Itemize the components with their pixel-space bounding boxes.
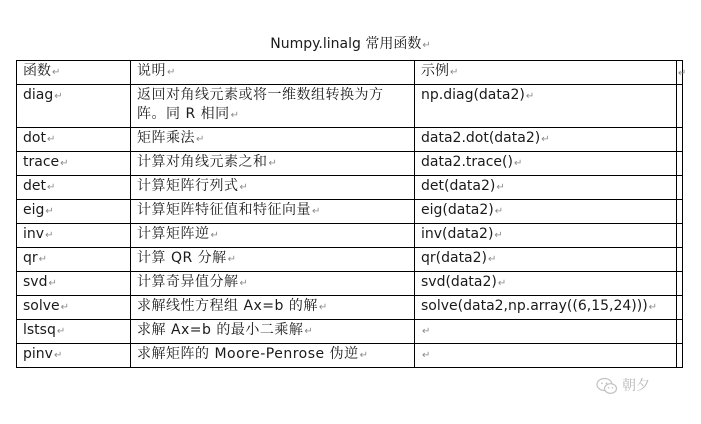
table-row xyxy=(17,296,683,320)
table-row xyxy=(17,344,683,368)
header-cell-function: 函数↵ xyxy=(17,61,131,85)
wechat-icon xyxy=(596,377,618,395)
cell-function: dot↵ xyxy=(17,128,131,152)
table-row xyxy=(17,320,683,344)
row-end-cell xyxy=(677,224,683,248)
table-row xyxy=(17,200,683,224)
cell-description: 计算矩阵特征值和特征向量↵ xyxy=(131,200,415,224)
watermark xyxy=(596,374,682,398)
cell-example: ↵ xyxy=(415,344,677,368)
function-table xyxy=(16,60,687,368)
cell-function: svd↵ xyxy=(17,272,131,296)
cell-description: 求解矩阵的 Moore-Penrose 伪逆↵ xyxy=(131,344,415,368)
cell-function: det↵ xyxy=(17,176,131,200)
row-end-cell xyxy=(677,85,683,128)
cell-description: 求解 Ax=b 的最小二乘解↵ xyxy=(131,320,415,344)
cell-description: 矩阵乘法↵ xyxy=(131,128,415,152)
cell-example: det(data2)↵ xyxy=(415,176,677,200)
cell-example: ↵ xyxy=(415,320,677,344)
header-cell-description: 说明↵ xyxy=(131,61,415,85)
cell-example: data2.trace()↵ xyxy=(415,152,677,176)
cell-example: svd(data2)↵ xyxy=(415,272,677,296)
watermark-text: 朝夕 xyxy=(622,378,650,394)
cell-function: qr↵ xyxy=(17,248,131,272)
header-cell-example: 示例↵ xyxy=(415,61,677,85)
cell-function: inv↵ xyxy=(17,224,131,248)
paragraph-mark: ↵ xyxy=(422,40,431,51)
row-end-cell xyxy=(677,320,683,344)
cell-description: 计算奇异值分解↵ xyxy=(131,272,415,296)
cell-description: 计算对角线元素之和↵ xyxy=(131,152,415,176)
table-row xyxy=(17,128,683,152)
cell-description: 计算矩阵逆↵ xyxy=(131,224,415,248)
cell-function: trace↵ xyxy=(17,152,131,176)
cell-function: eig↵ xyxy=(17,200,131,224)
cell-example: inv(data2)↵ xyxy=(415,224,677,248)
cell-example: solve(data2,np.array((6,15,24)))↵ xyxy=(415,296,677,320)
cell-description: 计算矩阵行列式↵ xyxy=(131,176,415,200)
cell-example: np.diag(data2)↵ xyxy=(415,85,677,128)
cell-description: 计算 QR 分解↵ xyxy=(131,248,415,272)
row-end-cell xyxy=(677,128,683,152)
row-end-cell xyxy=(677,248,683,272)
cell-function: lstsq↵ xyxy=(17,320,131,344)
table-row xyxy=(17,152,683,176)
cell-example: qr(data2)↵ xyxy=(415,248,677,272)
row-end-cell xyxy=(677,344,683,368)
table-row xyxy=(17,224,683,248)
table-row xyxy=(17,272,683,296)
cell-function: solve↵ xyxy=(17,296,131,320)
row-end-cell xyxy=(677,272,683,296)
table-row xyxy=(17,85,683,128)
row-end-cell: ↵ xyxy=(677,61,683,85)
cell-example: eig(data2)↵ xyxy=(415,200,677,224)
row-end-cell xyxy=(677,176,683,200)
row-end-cell xyxy=(677,296,683,320)
row-end-cell xyxy=(677,200,683,224)
document-title xyxy=(0,34,701,56)
cell-example: data2.dot(data2)↵ xyxy=(415,128,677,152)
table-row xyxy=(17,176,683,200)
title-text: Numpy.linalg 常用函数 xyxy=(270,36,422,52)
cell-function: diag↵ xyxy=(17,85,131,128)
cell-function: pinv↵ xyxy=(17,344,131,368)
cell-description: 返回对角线元素或将一维数组转换为方阵。同 R 相同↵ xyxy=(131,85,415,128)
table-header-row xyxy=(17,61,683,85)
cell-description: 求解线性方程组 Ax=b 的解↵ xyxy=(131,296,415,320)
row-end-cell xyxy=(677,152,683,176)
table-row xyxy=(17,248,683,272)
